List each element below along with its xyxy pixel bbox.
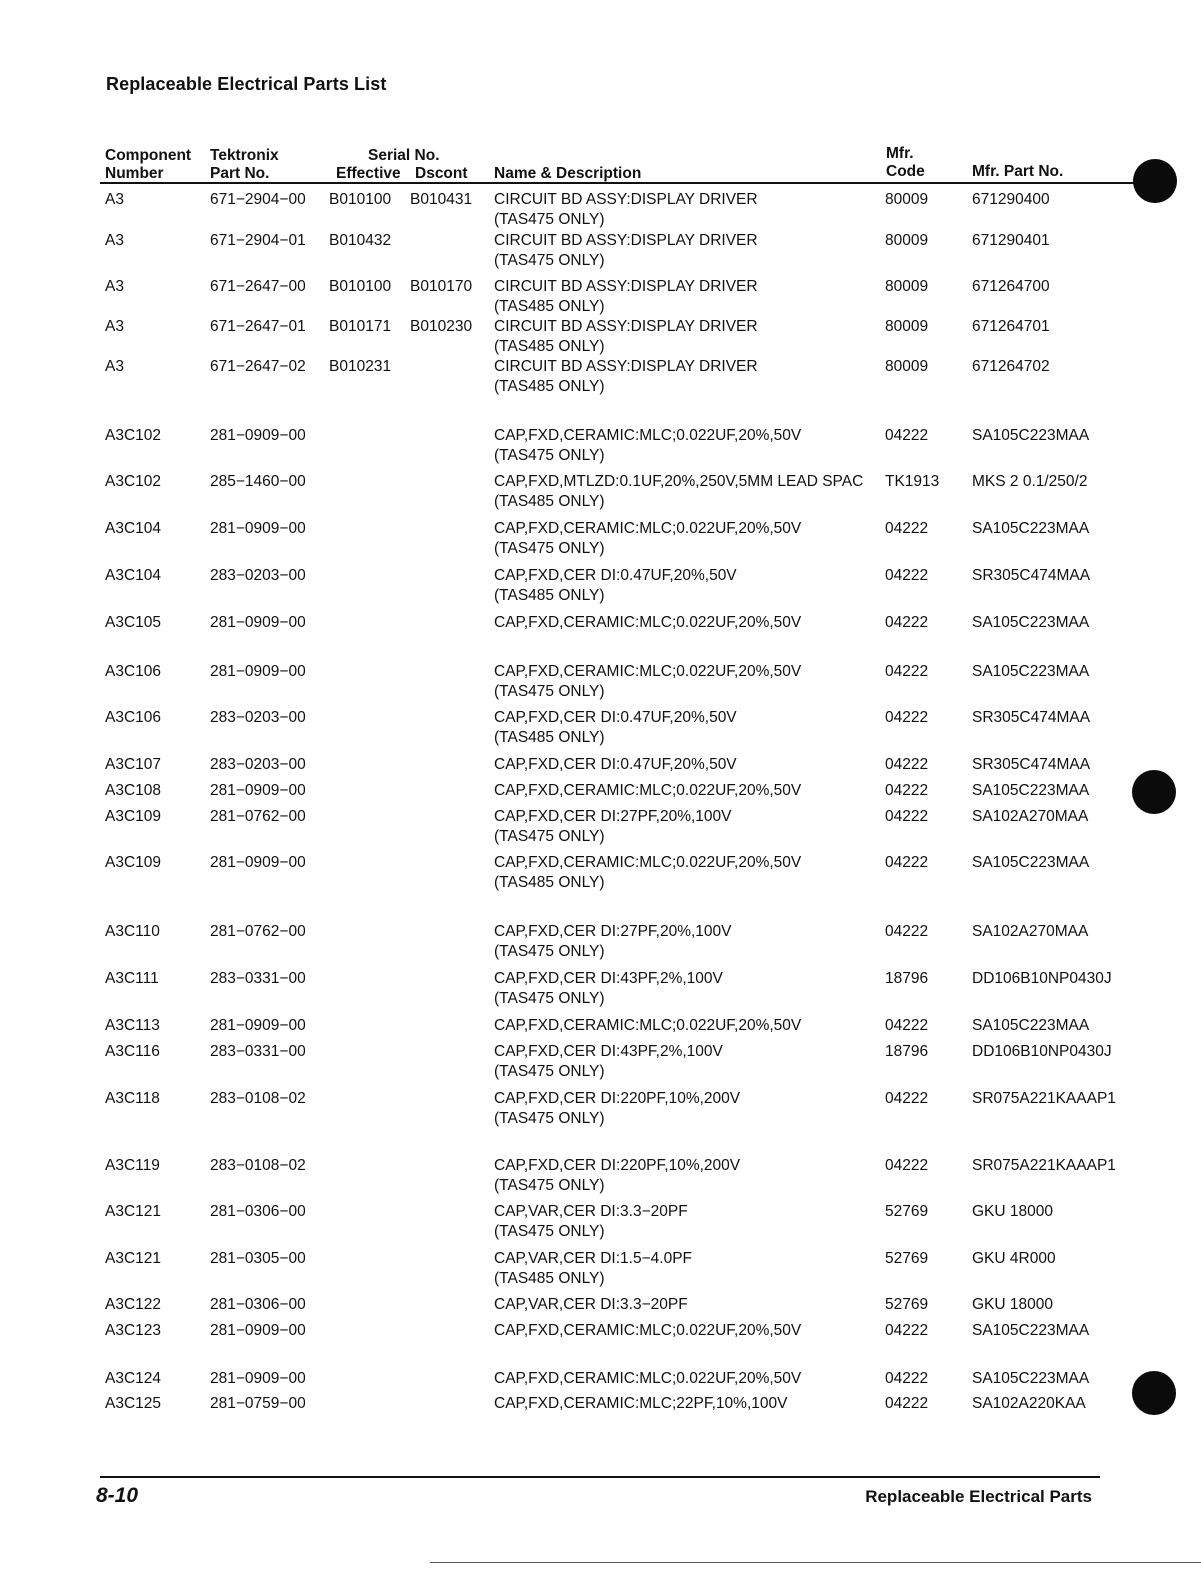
page-number: 8-10 — [96, 1484, 139, 1507]
cell-eff: B010100 — [329, 191, 392, 208]
cell-part: 281−0909−00 — [210, 1322, 306, 1339]
description-line1: CAP,FXD,CER DI:27PF,20%,100V — [494, 808, 732, 825]
cell-mpn: SR075A221KAAAP1 — [972, 1090, 1116, 1107]
cell-comp: A3C106 — [105, 709, 162, 726]
cell-comp: A3 — [105, 278, 124, 295]
description-line1: CAP,FXD,CERAMIC:MLC;22PF,10%,100V — [494, 1395, 788, 1412]
description-line1: CAP,FXD,CER DI:0.47UF,20%,50V — [494, 756, 737, 773]
cell-comp: A3C105 — [105, 614, 162, 631]
cell-part: 281−0909−00 — [210, 663, 306, 680]
header-tektronix-line1: Tektronix — [210, 147, 279, 164]
cell-mpn: DD106B10NP0430J — [972, 1043, 1112, 1060]
description-line1: CAP,FXD,CER DI:0.47UF,20%,50V — [494, 567, 737, 584]
description-line1: CAP,FXD,CERAMIC:MLC;0.022UF,20%,50V — [494, 663, 802, 680]
cell-comp: A3 — [105, 318, 124, 335]
cell-comp: A3C109 — [105, 808, 162, 825]
table-row — [0, 922, 1201, 962]
cell-dsc: B010230 — [410, 318, 473, 335]
cell-mpn: SR305C474MAA — [972, 709, 1091, 726]
cell-part: 671−2904−01 — [210, 232, 306, 249]
cell-code: 52769 — [885, 1203, 929, 1220]
cell-part: 281−0762−00 — [210, 808, 306, 825]
cell-comp: A3C119 — [105, 1157, 160, 1174]
cell-comp: A3C104 — [105, 567, 162, 584]
cell-mpn: MKS 2 0.1/250/2 — [972, 473, 1088, 490]
description-line2: (TAS475 ONLY) — [494, 943, 605, 960]
table-row — [0, 357, 1201, 397]
cell-code: 04222 — [885, 1090, 929, 1107]
description-line2: (TAS485 ONLY) — [494, 587, 605, 604]
cell-part: 671−2647−01 — [210, 318, 306, 335]
table-row — [0, 1089, 1201, 1129]
cell-part: 281−0909−00 — [210, 1017, 306, 1034]
cell-part: 281−0909−00 — [210, 1370, 306, 1387]
description-line1: CIRCUIT BD ASSY:DISPLAY DRIVER — [494, 232, 758, 249]
description-line2: (TAS475 ONLY) — [494, 1177, 605, 1194]
description-line1: CAP,VAR,CER DI:3.3−20PF — [494, 1296, 688, 1313]
cell-part: 281−0909−00 — [210, 520, 306, 537]
cell-part: 671−2647−00 — [210, 278, 306, 295]
cell-part: 281−0909−00 — [210, 614, 306, 631]
bottom-edge-line — [430, 1562, 1201, 1563]
cell-description — [494, 922, 732, 962]
header-tektronix-line2: Part No. — [210, 165, 270, 182]
cell-description — [494, 1202, 688, 1242]
cell-code: 04222 — [885, 1395, 929, 1412]
description-line2: (TAS475 ONLY) — [494, 1223, 605, 1240]
cell-code: 18796 — [885, 1043, 929, 1060]
description-line2: (TAS485 ONLY) — [494, 298, 605, 315]
cell-description — [494, 969, 723, 1009]
description-line1: CAP,FXD,CER DI:43PF,2%,100V — [494, 1043, 723, 1060]
header-component-line2: Number — [105, 165, 164, 182]
description-line1: CAP,FXD,CERAMIC:MLC;0.022UF,20%,50V — [494, 1017, 802, 1034]
description-line2: (TAS485 ONLY) — [494, 338, 605, 355]
page-title: Replaceable Electrical Parts List — [106, 74, 387, 94]
table-row — [0, 708, 1201, 748]
cell-code: 80009 — [885, 191, 929, 208]
cell-description — [494, 755, 737, 775]
cell-description — [494, 519, 801, 559]
cell-part: 285−1460−00 — [210, 473, 306, 490]
cell-part: 281−0909−00 — [210, 427, 306, 444]
cell-code: 04222 — [885, 782, 929, 799]
cell-code: 04222 — [885, 1370, 929, 1387]
cell-comp: A3C104 — [105, 520, 162, 537]
table-row — [0, 1156, 1201, 1196]
cell-comp: A3C109 — [105, 854, 162, 871]
table-row — [0, 853, 1201, 893]
cell-description — [494, 1394, 787, 1414]
cell-part: 283−0203−00 — [210, 567, 306, 584]
cell-mpn: 671290400 — [972, 191, 1050, 208]
description-line1: CIRCUIT BD ASSY:DISPLAY DRIVER — [494, 278, 758, 295]
cell-description — [494, 277, 758, 317]
cell-comp: A3C116 — [105, 1043, 160, 1060]
cell-part: 283−0108−02 — [210, 1157, 306, 1174]
description-line2: (TAS475 ONLY) — [494, 540, 605, 557]
description-line1: CIRCUIT BD ASSY:DISPLAY DRIVER — [494, 358, 758, 375]
cell-eff: B010432 — [329, 232, 392, 249]
cell-code: 04222 — [885, 808, 929, 825]
cell-mpn: SR075A221KAAAP1 — [972, 1157, 1116, 1174]
cell-part: 281−0759−00 — [210, 1395, 306, 1412]
cell-description — [494, 1016, 801, 1036]
cell-description — [494, 1249, 692, 1289]
cell-mpn: SA105C223MAA — [972, 520, 1090, 537]
cell-comp: A3C106 — [105, 663, 162, 680]
cell-code: 80009 — [885, 358, 929, 375]
header-serial-dscont: Dscont — [415, 165, 468, 182]
description-line1: CAP,FXD,CER DI:0.47UF,20%,50V — [494, 709, 737, 726]
description-line2: (TAS485 ONLY) — [494, 493, 605, 510]
table-row — [0, 566, 1201, 606]
cell-comp: A3C108 — [105, 782, 162, 799]
cell-dsc: B010170 — [410, 278, 473, 295]
description-line2: (TAS475 ONLY) — [494, 828, 605, 845]
cell-code: 04222 — [885, 567, 929, 584]
cell-comp: A3C102 — [105, 473, 162, 490]
cell-mpn: SA105C223MAA — [972, 854, 1090, 871]
cell-code: 04222 — [885, 709, 929, 726]
cell-comp: A3C102 — [105, 427, 162, 444]
cell-description — [494, 1042, 723, 1082]
description-line1: CIRCUIT BD ASSY:DISPLAY DRIVER — [494, 318, 758, 335]
cell-code: 04222 — [885, 520, 929, 537]
cell-part: 281−0909−00 — [210, 782, 306, 799]
cell-mpn: SA105C223MAA — [972, 1322, 1090, 1339]
cell-description — [494, 317, 758, 357]
description-line2: (TAS475 ONLY) — [494, 252, 605, 269]
cell-code: 80009 — [885, 232, 929, 249]
cell-mpn: SA102A220KAA — [972, 1395, 1086, 1412]
header-serial-effective: Effective — [336, 165, 401, 182]
description-line1: CAP,VAR,CER DI:1.5−4.0PF — [494, 1250, 692, 1267]
cell-description — [494, 853, 801, 893]
header-name-description: Name & Description — [494, 165, 642, 182]
cell-description — [494, 1156, 740, 1196]
cell-code: 04222 — [885, 756, 929, 773]
cell-mpn: SA102A270MAA — [972, 808, 1089, 825]
table-row — [0, 317, 1201, 357]
cell-part: 281−0306−00 — [210, 1203, 306, 1220]
cell-code: 80009 — [885, 318, 929, 335]
cell-comp: A3C124 — [105, 1370, 162, 1387]
description-line1: CAP,FXD,MTLZD:0.1UF,20%,250V,5MM LEAD SPAC — [494, 473, 864, 490]
table-row — [0, 1202, 1201, 1242]
cell-description — [494, 190, 758, 230]
table-row — [0, 519, 1201, 559]
cell-comp: A3C113 — [105, 1017, 160, 1034]
footer-title: Replaceable Electrical Parts — [865, 1487, 1092, 1506]
cell-code: 04222 — [885, 614, 929, 631]
cell-code: 04222 — [885, 923, 929, 940]
cell-mpn: DD106B10NP0430J — [972, 970, 1112, 987]
table-row — [0, 1249, 1201, 1289]
header-mfr-part-no: Mfr. Part No. — [972, 163, 1064, 180]
cell-eff: B010231 — [329, 358, 392, 375]
description-line1: CAP,FXD,CERAMIC:MLC;0.022UF,20%,50V — [494, 1370, 802, 1387]
cell-code: 04222 — [885, 854, 929, 871]
cell-mpn: 671290401 — [972, 232, 1050, 249]
description-line2: (TAS485 ONLY) — [494, 1270, 605, 1287]
cell-mpn: SA105C223MAA — [972, 1017, 1090, 1034]
cell-mpn: SA105C223MAA — [972, 782, 1090, 799]
cell-description — [494, 472, 863, 512]
cell-part: 281−0762−00 — [210, 923, 306, 940]
cell-description — [494, 357, 758, 397]
description-line1: CAP,FXD,CERAMIC:MLC;0.022UF,20%,50V — [494, 614, 802, 631]
description-line2: (TAS475 ONLY) — [494, 990, 605, 1007]
description-line1: CAP,VAR,CER DI:3.3−20PF — [494, 1203, 688, 1220]
description-line1: CAP,FXD,CERAMIC:MLC;0.022UF,20%,50V — [494, 1322, 802, 1339]
cell-description — [494, 566, 737, 606]
cell-mpn: GKU 18000 — [972, 1203, 1053, 1220]
header-mfr-code-line1: Mfr. — [886, 145, 914, 162]
cell-mpn: SR305C474MAA — [972, 756, 1091, 773]
cell-description — [494, 1321, 801, 1341]
cell-mpn: 671264701 — [972, 318, 1050, 335]
header-component-line1: Component — [105, 147, 192, 164]
cell-comp: A3C122 — [105, 1296, 162, 1313]
cell-comp: A3 — [105, 191, 124, 208]
cell-mpn: SR305C474MAA — [972, 567, 1091, 584]
table-row — [0, 969, 1201, 1009]
cell-mpn: GKU 18000 — [972, 1296, 1053, 1313]
cell-part: 283−0203−00 — [210, 756, 306, 773]
cell-code: 04222 — [885, 663, 929, 680]
description-line2: (TAS475 ONLY) — [494, 1110, 605, 1127]
description-line1: CAP,FXD,CER DI:220PF,10%,200V — [494, 1090, 741, 1107]
cell-comp: A3C118 — [105, 1090, 160, 1107]
cell-code: 52769 — [885, 1296, 929, 1313]
cell-part: 281−0306−00 — [210, 1296, 306, 1313]
cell-part: 283−0108−02 — [210, 1090, 306, 1107]
header-serial: Serial No. — [368, 147, 440, 164]
description-line2: (TAS485 ONLY) — [494, 874, 605, 891]
cell-description — [494, 1089, 740, 1129]
cell-part: 283−0331−00 — [210, 970, 306, 987]
table-row — [0, 1321, 1201, 1361]
cell-mpn: 671264700 — [972, 278, 1050, 295]
cell-description — [494, 662, 801, 702]
cell-description — [494, 1369, 801, 1389]
cell-eff: B010171 — [329, 318, 392, 335]
table-row — [0, 426, 1201, 466]
description-line1: CAP,FXD,CER DI:43PF,2%,100V — [494, 970, 723, 987]
description-line1: CIRCUIT BD ASSY:DISPLAY DRIVER — [494, 191, 758, 208]
cell-code: TK1913 — [885, 473, 940, 490]
description-line1: CAP,FXD,CER DI:220PF,10%,200V — [494, 1157, 741, 1174]
cell-comp: A3 — [105, 232, 124, 249]
cell-description — [494, 231, 758, 271]
cell-code: 18796 — [885, 970, 929, 987]
cell-eff: B010100 — [329, 278, 392, 295]
table-row — [0, 1394, 1201, 1434]
description-line2: (TAS475 ONLY) — [494, 683, 605, 700]
table-row — [0, 190, 1201, 230]
cell-comp: A3C121 — [105, 1250, 162, 1267]
table-row — [0, 613, 1201, 653]
description-line2: (TAS475 ONLY) — [494, 211, 605, 228]
header-mfr-code-line2: Code — [886, 163, 925, 180]
cell-comp: A3 — [105, 358, 124, 375]
table-row — [0, 1042, 1201, 1082]
table-row — [0, 231, 1201, 271]
footer-divider — [100, 1476, 1100, 1478]
cell-code: 04222 — [885, 427, 929, 444]
cell-comp: A3C121 — [105, 1203, 162, 1220]
cell-description — [494, 781, 801, 801]
cell-mpn: SA105C223MAA — [972, 614, 1090, 631]
cell-code: 04222 — [885, 1322, 929, 1339]
cell-description — [494, 708, 737, 748]
cell-part: 281−0305−00 — [210, 1250, 306, 1267]
cell-code: 80009 — [885, 278, 929, 295]
cell-description — [494, 807, 732, 847]
cell-mpn: SA105C223MAA — [972, 1370, 1090, 1387]
cell-code: 52769 — [885, 1250, 929, 1267]
cell-code: 04222 — [885, 1017, 929, 1034]
description-line2: (TAS485 ONLY) — [494, 729, 605, 746]
cell-comp: A3C107 — [105, 756, 162, 773]
description-line1: CAP,FXD,CERAMIC:MLC;0.022UF,20%,50V — [494, 427, 802, 444]
cell-comp: A3C111 — [105, 970, 159, 987]
table-row — [0, 277, 1201, 317]
cell-mpn: 671264702 — [972, 358, 1050, 375]
description-line2: (TAS485 ONLY) — [494, 378, 605, 395]
table-row — [0, 662, 1201, 702]
cell-mpn: SA102A270MAA — [972, 923, 1089, 940]
cell-description — [494, 426, 801, 466]
description-line1: CAP,FXD,CERAMIC:MLC;0.022UF,20%,50V — [494, 854, 802, 871]
cell-code: 04222 — [885, 1157, 929, 1174]
cell-part: 671−2647−02 — [210, 358, 306, 375]
description-line2: (TAS475 ONLY) — [494, 1063, 605, 1080]
cell-mpn: GKU 4R000 — [972, 1250, 1056, 1267]
table-row — [0, 807, 1201, 847]
cell-part: 283−0331−00 — [210, 1043, 306, 1060]
cell-dsc: B010431 — [410, 191, 473, 208]
cell-part: 281−0909−00 — [210, 854, 306, 871]
cell-comp: A3C123 — [105, 1322, 162, 1339]
cell-mpn: SA105C223MAA — [972, 427, 1090, 444]
description-line1: CAP,FXD,CERAMIC:MLC;0.022UF,20%,50V — [494, 520, 802, 537]
cell-part: 283−0203−00 — [210, 709, 306, 726]
cell-description — [494, 613, 801, 633]
description-line1: CAP,FXD,CER DI:27PF,20%,100V — [494, 923, 732, 940]
cell-description — [494, 1295, 688, 1315]
cell-mpn: SA105C223MAA — [972, 663, 1090, 680]
cell-comp: A3C125 — [105, 1395, 162, 1412]
description-line1: CAP,FXD,CERAMIC:MLC;0.022UF,20%,50V — [494, 782, 802, 799]
description-line2: (TAS475 ONLY) — [494, 447, 605, 464]
cell-part: 671−2904−00 — [210, 191, 306, 208]
table-row — [0, 472, 1201, 512]
cell-comp: A3C110 — [105, 923, 160, 940]
